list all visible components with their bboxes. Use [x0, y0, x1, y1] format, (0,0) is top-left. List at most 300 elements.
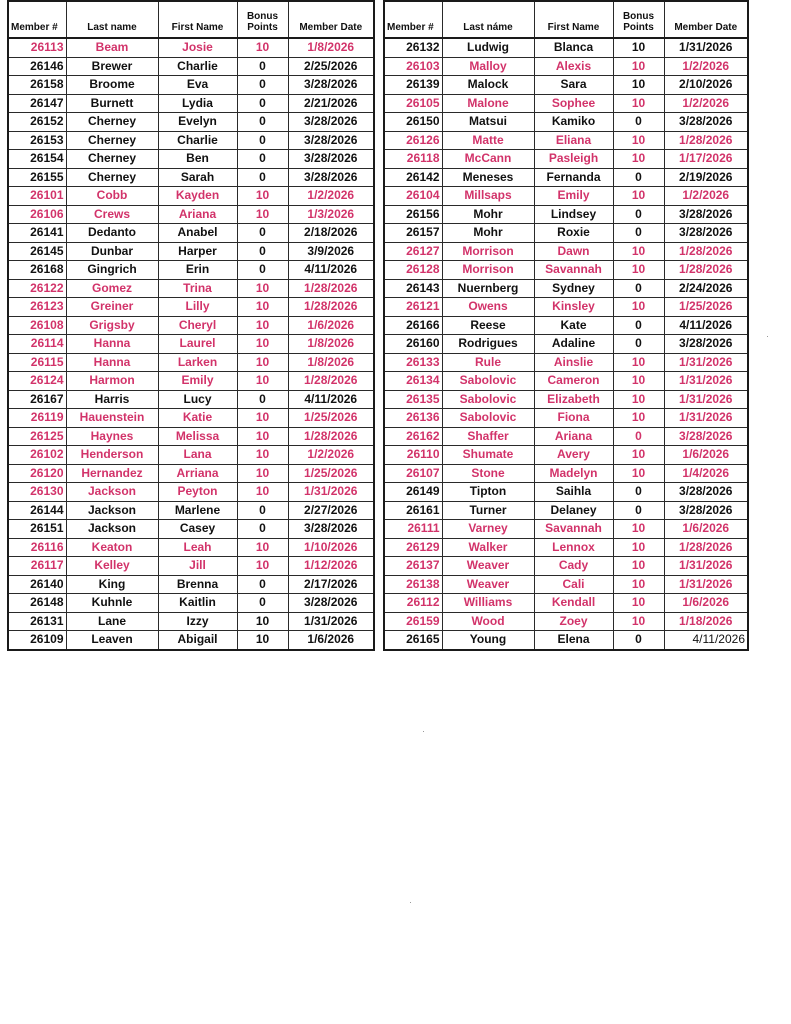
first-name-cell: Sarah	[158, 168, 237, 187]
member-date-cell: 1/31/2026	[664, 575, 748, 594]
table-row	[384, 38, 748, 57]
last-name-cell: Millsaps	[442, 187, 534, 206]
last-name-cell: Tipton	[442, 483, 534, 502]
bonus-points-cell: 10	[613, 242, 664, 261]
first-name-cell: Erin	[158, 261, 237, 280]
last-name-cell: Cherney	[66, 131, 158, 150]
bonus-points-cell: 10	[613, 187, 664, 206]
bonus-points-cell: 10	[613, 446, 664, 465]
member-number-cell: 26111	[384, 520, 442, 539]
first-name-cell: Harper	[158, 242, 237, 261]
last-name-cell: Crews	[66, 205, 158, 224]
first-name-cell: Charlie	[158, 57, 237, 76]
last-name-cell: Jackson	[66, 520, 158, 539]
header-row	[8, 1, 374, 38]
header-bonus-points	[237, 1, 288, 38]
member-date-cell: 4/11/2026	[288, 390, 374, 409]
member-number-cell: 26104	[384, 187, 442, 206]
first-name-cell: Jill	[158, 557, 237, 576]
table-row	[8, 446, 374, 465]
member-number-cell: 26120	[8, 464, 66, 483]
member-date-cell: 1/6/2026	[664, 594, 748, 613]
member-number-cell: 26144	[8, 501, 66, 520]
last-name-cell: Morrison	[442, 242, 534, 261]
header-bonus-top: Bonus	[246, 11, 279, 22]
first-name-cell: Pasleigh	[534, 150, 613, 169]
member-date-cell: 1/31/2026	[288, 612, 374, 631]
first-name-cell: Lucy	[158, 390, 237, 409]
last-name-cell: Burnett	[66, 94, 158, 113]
last-name-cell: Mohr	[442, 205, 534, 224]
last-name-cell: Leaven	[66, 631, 158, 650]
first-name-cell: Elizabeth	[534, 390, 613, 409]
member-number-cell: 26159	[384, 612, 442, 631]
bonus-points-cell: 10	[237, 409, 288, 428]
member-date-cell: 1/8/2026	[288, 335, 374, 354]
member-date-cell: 1/2/2026	[664, 57, 748, 76]
table-row	[384, 483, 748, 502]
member-date-cell: 3/28/2026	[664, 113, 748, 132]
last-name-cell: Stone	[442, 464, 534, 483]
bonus-points-cell: 10	[237, 612, 288, 631]
member-number-cell: 26102	[8, 446, 66, 465]
first-name-cell: Sara	[534, 76, 613, 95]
member-number-cell: 26147	[8, 94, 66, 113]
bonus-points-cell: 10	[613, 261, 664, 280]
header-row	[384, 1, 748, 38]
table-row	[384, 242, 748, 261]
last-name-cell: Beam	[66, 38, 158, 57]
first-name-cell: Cheryl	[158, 316, 237, 335]
table-row	[384, 150, 748, 169]
member-number-cell: 26119	[8, 409, 66, 428]
first-name-cell: Savannah	[534, 520, 613, 539]
member-number-cell: 26139	[384, 76, 442, 95]
member-number-cell: 26150	[384, 113, 442, 132]
last-name-cell: Harmon	[66, 372, 158, 391]
member-number-cell: 26155	[8, 168, 66, 187]
first-name-cell: Fiona	[534, 409, 613, 428]
member-number-cell: 26117	[8, 557, 66, 576]
member-number-cell: 26106	[8, 205, 66, 224]
member-date-cell: 1/2/2026	[664, 94, 748, 113]
bonus-points-cell: 0	[613, 427, 664, 446]
member-table-right	[383, 0, 749, 651]
member-date-cell: 1/28/2026	[288, 298, 374, 317]
first-name-cell: Roxie	[534, 224, 613, 243]
member-number-cell: 26156	[384, 205, 442, 224]
bonus-points-cell: 10	[237, 483, 288, 502]
last-name-cell: Kuhnle	[66, 594, 158, 613]
member-date-cell: 1/10/2026	[288, 538, 374, 557]
first-name-cell: Anabel	[158, 224, 237, 243]
member-date-cell: 1/28/2026	[664, 538, 748, 557]
last-name-cell: Mohr	[442, 224, 534, 243]
bonus-points-cell: 0	[237, 594, 288, 613]
member-date-cell: 1/25/2026	[288, 409, 374, 428]
scan-speck	[767, 336, 768, 337]
first-name-cell: Cady	[534, 557, 613, 576]
table-row	[384, 316, 748, 335]
table-row	[384, 113, 748, 132]
last-name-cell: Nuernberg	[442, 279, 534, 298]
member-number-cell: 26114	[8, 335, 66, 354]
member-date-cell: 3/28/2026	[288, 150, 374, 169]
bonus-points-cell: 10	[237, 205, 288, 224]
member-date-cell: 3/28/2026	[664, 335, 748, 354]
first-name-cell: Eva	[158, 76, 237, 95]
member-number-cell: 26138	[384, 575, 442, 594]
last-name-cell: Hanna	[66, 335, 158, 354]
last-name-cell: Sabolovic	[442, 390, 534, 409]
last-name-cell: Ludwig	[442, 38, 534, 57]
table-row	[8, 483, 374, 502]
member-number-cell: 26168	[8, 261, 66, 280]
last-name-cell: Cobb	[66, 187, 158, 206]
first-name-cell: Fernanda	[534, 168, 613, 187]
last-name-cell: Gingrich	[66, 261, 158, 280]
member-date-cell: 3/28/2026	[288, 131, 374, 150]
member-number-cell: 26110	[384, 446, 442, 465]
member-number-cell: 26112	[384, 594, 442, 613]
first-name-cell: Izzy	[158, 612, 237, 631]
member-number-cell: 26154	[8, 150, 66, 169]
member-number-cell: 26125	[8, 427, 66, 446]
member-number-cell: 26141	[8, 224, 66, 243]
bonus-points-cell: 10	[237, 316, 288, 335]
bonus-points-cell: 0	[237, 131, 288, 150]
header-bonus-points	[613, 1, 664, 38]
last-name-cell: McCann	[442, 150, 534, 169]
member-date-cell: 1/31/2026	[664, 38, 748, 57]
member-date-cell: 2/21/2026	[288, 94, 374, 113]
last-name-cell: Shumate	[442, 446, 534, 465]
first-name-cell: Larken	[158, 353, 237, 372]
last-name-cell: Reese	[442, 316, 534, 335]
first-name-cell: Peyton	[158, 483, 237, 502]
bonus-points-cell: 0	[237, 94, 288, 113]
first-name-cell: Avery	[534, 446, 613, 465]
bonus-points-cell: 10	[613, 612, 664, 631]
last-name-cell: Weaver	[442, 557, 534, 576]
last-name-cell: Cherney	[66, 113, 158, 132]
table-row	[8, 520, 374, 539]
member-number-cell: 26118	[384, 150, 442, 169]
last-name-cell: Morrison	[442, 261, 534, 280]
table-row	[8, 205, 374, 224]
table-row	[384, 631, 748, 650]
member-table-left	[7, 0, 375, 651]
bonus-points-cell: 10	[613, 575, 664, 594]
table-row	[8, 279, 374, 298]
member-number-cell: 26133	[384, 353, 442, 372]
last-name-cell: Malock	[442, 76, 534, 95]
member-number-cell: 26122	[8, 279, 66, 298]
bonus-points-cell: 10	[613, 409, 664, 428]
member-date-cell: 1/25/2026	[664, 298, 748, 317]
scan-speck	[423, 731, 424, 732]
member-date-cell: 1/28/2026	[664, 242, 748, 261]
bonus-points-cell: 0	[613, 205, 664, 224]
table-row	[8, 150, 374, 169]
last-name-cell: Broome	[66, 76, 158, 95]
bonus-points-cell: 10	[613, 38, 664, 57]
table-row	[8, 242, 374, 261]
bonus-points-cell: 0	[237, 113, 288, 132]
bonus-points-cell: 10	[613, 594, 664, 613]
member-date-cell: 1/28/2026	[664, 131, 748, 150]
bonus-points-cell: 10	[237, 427, 288, 446]
member-number-cell: 26158	[8, 76, 66, 95]
member-date-cell: 2/27/2026	[288, 501, 374, 520]
member-number-cell: 26148	[8, 594, 66, 613]
last-name-cell: Weaver	[442, 575, 534, 594]
bonus-points-cell: 0	[613, 113, 664, 132]
bonus-points-cell: 10	[237, 279, 288, 298]
last-name-cell: Turner	[442, 501, 534, 520]
last-name-cell: Greiner	[66, 298, 158, 317]
first-name-cell: Charlie	[158, 131, 237, 150]
first-name-cell: Ben	[158, 150, 237, 169]
last-name-cell: Grigsby	[66, 316, 158, 335]
bonus-points-cell: 0	[237, 57, 288, 76]
table-row	[384, 427, 748, 446]
first-name-cell: Marlene	[158, 501, 237, 520]
last-name-cell: Walker	[442, 538, 534, 557]
first-name-cell: Katie	[158, 409, 237, 428]
table-row	[8, 538, 374, 557]
bonus-points-cell: 0	[237, 575, 288, 594]
last-name-cell: Malloy	[442, 57, 534, 76]
last-name-cell: Sabolovic	[442, 372, 534, 391]
bonus-points-cell: 10	[613, 520, 664, 539]
last-name-cell: Williams	[442, 594, 534, 613]
bonus-points-cell: 0	[613, 316, 664, 335]
bonus-points-cell: 10	[237, 298, 288, 317]
first-name-cell: Blanca	[534, 38, 613, 57]
table-row	[8, 372, 374, 391]
first-name-cell: Lennox	[534, 538, 613, 557]
bonus-points-cell: 10	[237, 187, 288, 206]
member-date-cell: 2/24/2026	[664, 279, 748, 298]
member-number-cell: 26127	[384, 242, 442, 261]
member-date-cell: 1/28/2026	[288, 279, 374, 298]
bonus-points-cell: 10	[237, 631, 288, 650]
member-date-cell: 3/28/2026	[664, 501, 748, 520]
table-row	[8, 390, 374, 409]
first-name-cell: Kayden	[158, 187, 237, 206]
member-date-cell: 1/12/2026	[288, 557, 374, 576]
last-name-cell: Owens	[442, 298, 534, 317]
first-name-cell: Kinsley	[534, 298, 613, 317]
last-name-cell: Sabolovic	[442, 409, 534, 428]
table-row	[384, 94, 748, 113]
table-row	[384, 612, 748, 631]
first-name-cell: Trina	[158, 279, 237, 298]
first-name-cell: Evelyn	[158, 113, 237, 132]
table-row	[8, 409, 374, 428]
table-row	[8, 131, 374, 150]
last-name-cell: Jackson	[66, 501, 158, 520]
first-name-cell: Laurel	[158, 335, 237, 354]
bonus-points-cell: 0	[237, 150, 288, 169]
table-row	[8, 594, 374, 613]
bonus-points-cell: 10	[613, 76, 664, 95]
bonus-points-cell: 10	[237, 538, 288, 557]
member-date-cell: 1/8/2026	[288, 353, 374, 372]
member-date-cell: 1/31/2026	[664, 353, 748, 372]
last-name-cell: Gomez	[66, 279, 158, 298]
bonus-points-cell: 10	[613, 557, 664, 576]
table-row	[384, 57, 748, 76]
last-name-cell: Young	[442, 631, 534, 650]
member-date-cell: 1/31/2026	[664, 372, 748, 391]
bonus-points-cell: 10	[613, 372, 664, 391]
member-date-cell: 3/9/2026	[288, 242, 374, 261]
last-name-cell: Brewer	[66, 57, 158, 76]
bonus-points-cell: 10	[237, 557, 288, 576]
member-date-cell: 4/11/2026	[664, 631, 748, 650]
table-row	[384, 279, 748, 298]
bonus-points-cell: 0	[613, 224, 664, 243]
member-date-cell: 4/11/2026	[288, 261, 374, 280]
table-row	[8, 94, 374, 113]
bonus-points-cell: 0	[237, 76, 288, 95]
member-number-cell: 26153	[8, 131, 66, 150]
table-row	[384, 372, 748, 391]
member-date-cell: 3/28/2026	[288, 520, 374, 539]
member-number-cell: 26115	[8, 353, 66, 372]
member-date-cell: 4/11/2026	[664, 316, 748, 335]
table-row	[384, 538, 748, 557]
table-row	[8, 298, 374, 317]
header-member-number: Member #	[8, 1, 66, 38]
header-first-name: First Name	[534, 1, 613, 38]
table-row	[8, 113, 374, 132]
member-number-cell: 26151	[8, 520, 66, 539]
bonus-points-cell: 0	[613, 279, 664, 298]
member-number-cell: 26123	[8, 298, 66, 317]
member-date-cell: 3/28/2026	[288, 113, 374, 132]
member-date-cell: 1/6/2026	[664, 446, 748, 465]
last-name-cell: Malone	[442, 94, 534, 113]
first-name-cell: Savannah	[534, 261, 613, 280]
bonus-points-cell: 0	[237, 242, 288, 261]
bonus-points-cell: 0	[613, 335, 664, 354]
member-date-cell: 1/2/2026	[664, 187, 748, 206]
member-date-cell: 1/28/2026	[288, 427, 374, 446]
first-name-cell: Leah	[158, 538, 237, 557]
table-row	[8, 464, 374, 483]
member-date-cell: 3/28/2026	[288, 168, 374, 187]
last-name-cell: Haynes	[66, 427, 158, 446]
member-date-cell: 3/28/2026	[664, 427, 748, 446]
member-number-cell: 26105	[384, 94, 442, 113]
scan-speck	[410, 902, 411, 903]
header-last-name: Last name	[66, 1, 158, 38]
table-row	[384, 131, 748, 150]
member-date-cell: 3/28/2026	[664, 205, 748, 224]
last-name-cell: Rodrigues	[442, 335, 534, 354]
member-number-cell: 26107	[384, 464, 442, 483]
first-name-cell: Josie	[158, 38, 237, 57]
table-row	[8, 187, 374, 206]
member-number-cell: 26165	[384, 631, 442, 650]
bonus-points-cell: 0	[237, 168, 288, 187]
first-name-cell: Abigail	[158, 631, 237, 650]
header-bonus-bottom: Points	[623, 22, 654, 33]
last-name-cell: Cherney	[66, 150, 158, 169]
member-number-cell: 26113	[8, 38, 66, 57]
first-name-cell: Casey	[158, 520, 237, 539]
bonus-points-cell: 0	[613, 168, 664, 187]
table-body-left	[8, 38, 374, 650]
first-name-cell: Kendall	[534, 594, 613, 613]
member-number-cell: 26121	[384, 298, 442, 317]
first-name-cell: Ariana	[158, 205, 237, 224]
member-number-cell: 26132	[384, 38, 442, 57]
member-number-cell: 26161	[384, 501, 442, 520]
bonus-points-cell: 0	[613, 631, 664, 650]
table-row	[8, 575, 374, 594]
table-row	[8, 631, 374, 650]
member-number-cell: 26126	[384, 131, 442, 150]
first-name-cell: Emily	[158, 372, 237, 391]
member-date-cell: 1/6/2026	[664, 520, 748, 539]
first-name-cell: Dawn	[534, 242, 613, 261]
table-row	[384, 353, 748, 372]
first-name-cell: Emily	[534, 187, 613, 206]
member-date-cell: 1/6/2026	[288, 316, 374, 335]
first-name-cell: Sydney	[534, 279, 613, 298]
member-number-cell: 26101	[8, 187, 66, 206]
member-number-cell: 26152	[8, 113, 66, 132]
last-name-cell: Kelley	[66, 557, 158, 576]
bonus-points-cell: 0	[237, 501, 288, 520]
member-date-cell: 3/28/2026	[288, 594, 374, 613]
first-name-cell: Arriana	[158, 464, 237, 483]
table-row	[8, 353, 374, 372]
first-name-cell: Madelyn	[534, 464, 613, 483]
member-number-cell: 26142	[384, 168, 442, 187]
last-name-cell: King	[66, 575, 158, 594]
member-number-cell: 26145	[8, 242, 66, 261]
bonus-points-cell: 10	[613, 298, 664, 317]
table-row	[384, 390, 748, 409]
table-row	[384, 76, 748, 95]
table-row	[384, 575, 748, 594]
table-row	[384, 205, 748, 224]
last-name-cell: Dunbar	[66, 242, 158, 261]
first-name-cell: Kamiko	[534, 113, 613, 132]
table-row	[384, 501, 748, 520]
first-name-cell: Lilly	[158, 298, 237, 317]
last-name-cell: Wood	[442, 612, 534, 631]
last-name-cell: Shaffer	[442, 427, 534, 446]
header-member-number: Member #	[384, 1, 442, 38]
bonus-points-cell: 10	[237, 38, 288, 57]
table-row	[384, 261, 748, 280]
table-row	[8, 261, 374, 280]
header-last-name: Last náme	[442, 1, 534, 38]
member-date-cell: 1/18/2026	[664, 612, 748, 631]
member-number-cell: 26143	[384, 279, 442, 298]
member-number-cell: 26137	[384, 557, 442, 576]
member-number-cell: 26160	[384, 335, 442, 354]
last-name-cell: Keaton	[66, 538, 158, 557]
header-bonus-bottom: Points	[247, 22, 278, 33]
bonus-points-cell: 0	[237, 261, 288, 280]
